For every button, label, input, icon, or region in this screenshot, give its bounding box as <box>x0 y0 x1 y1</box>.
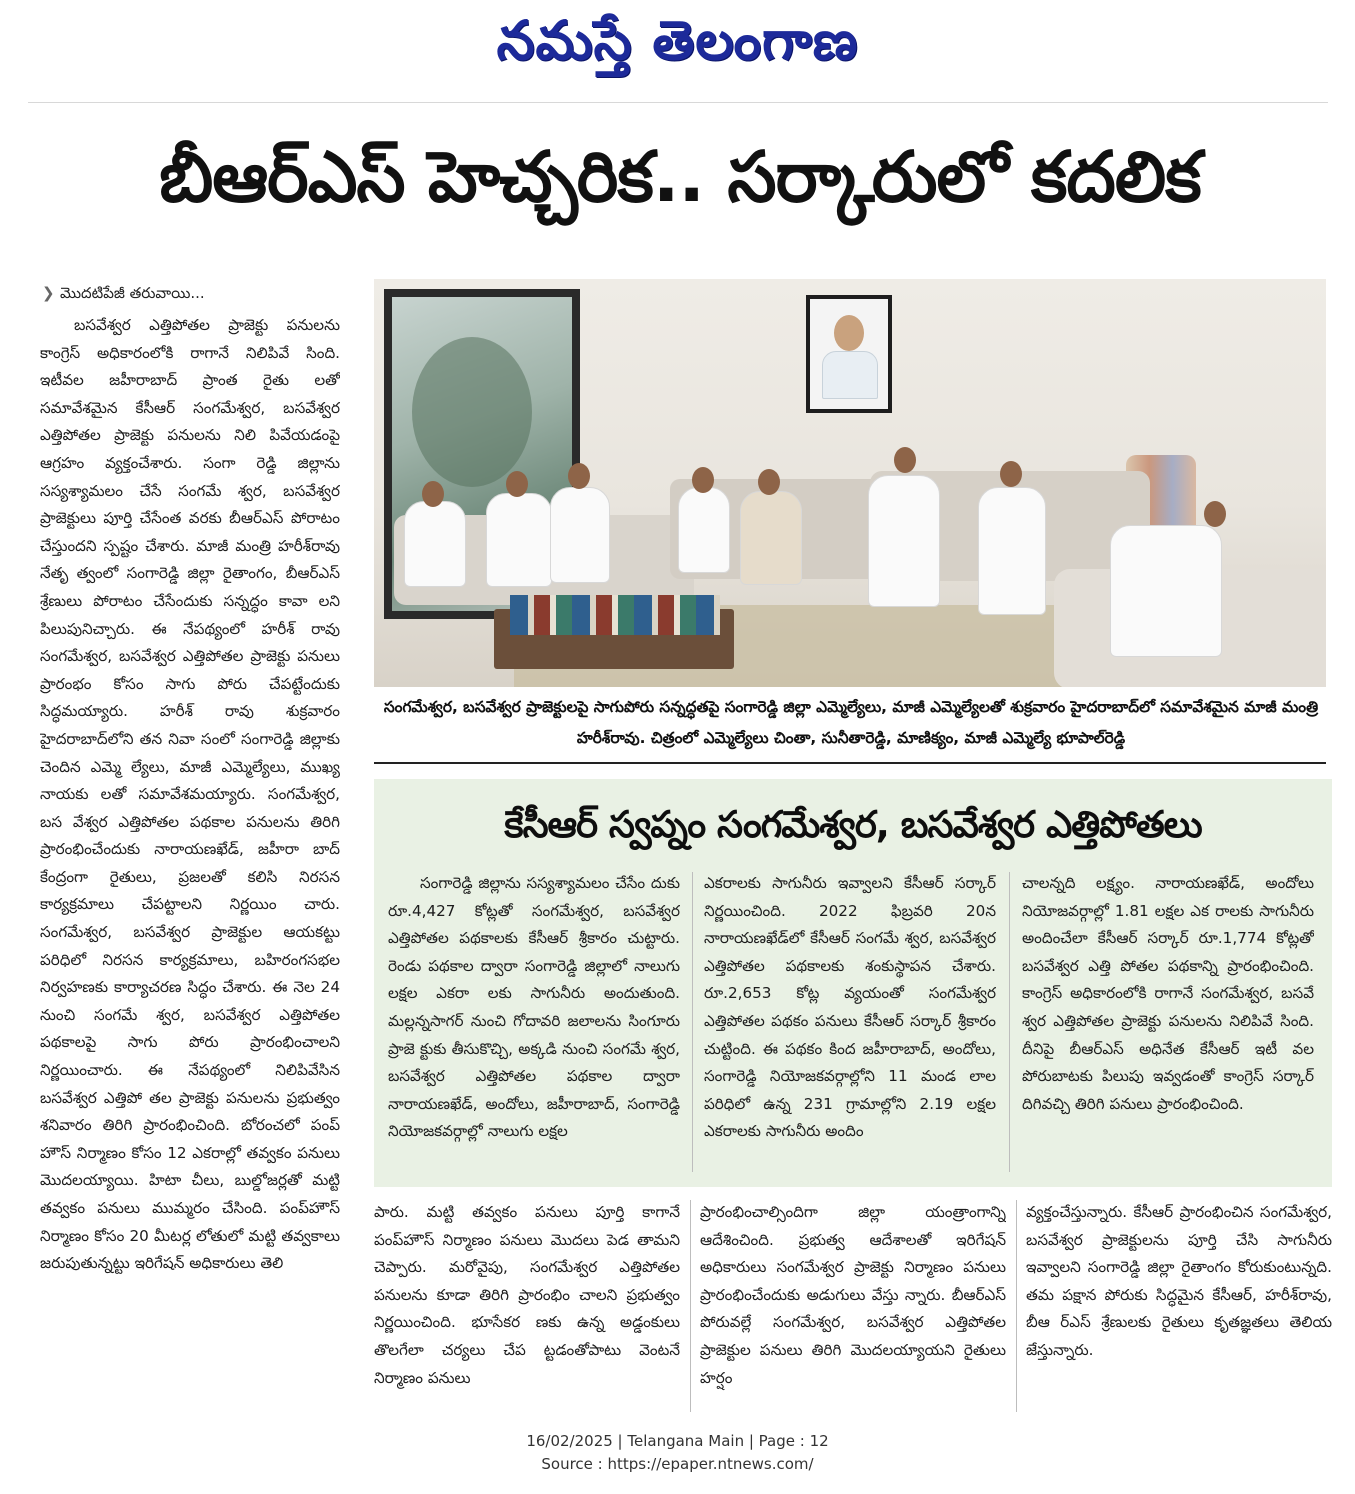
newspaper-logo: నమస్తే తెలంగాణ <box>496 8 859 72</box>
column-divider <box>690 1200 691 1412</box>
lower-column-2: ప్రారంభించాల్సిందిగా జిల్లా యంత్రాంగాన్ని ఆదేశించింది. ప్రభుత్వ ఆదేశాలతో ఇరిగేషన్ అధికారులు సంగమేశ్వర ప్రాజెక్టు నిర్మాణం పనులు ప్రారంభించేందుకు అడుగులు వేస్తు న్నారు. బీఆర్ఎస్ పోరువల్లే సంగమేశ్వర, బసవేశ్వర ఎత్తిపోతల ప్రాజెక్టుల పనులు తిరిగి మొదలయ్యాయని రైతులు హర్షం <box>700 1203 1006 1387</box>
person <box>740 491 802 585</box>
masthead-divider <box>28 102 1328 103</box>
box-column-3: చాలన్నది లక్ష్యం. నారాయణఖేడ్, అందోలు నియోజవర్గాల్లో 1.81 లక్షల ఎక రాలకు సాగునీరు అందించేలా కేసీఆర్ సర్కార్ రూ.1,774 కోట్లతో బసవేశ్వర ఎత్తి పోతల పథకాన్ని ప్రారంభించింది. కాంగ్రెస్ అధికారంలోకి రాగానే సంగమేశ్వర, బసవే శ్వర ఎత్తిపోతల ప్రాజెక్టు పనులను నిలిపివే సింది. దీనిపై బీఆర్ఎస్ అధినేత కేసీఆర్ ఇటీ వల పోరుబాటకు పిలుపు ఇవ్వడంతో కాంగ్రెస్ సర్కార్ దిగివచ్చి తిరిగి పనులు ప్రారంభించింది. <box>1022 874 1314 1113</box>
person <box>404 501 466 587</box>
lower-column-3: వ్యక్తంచేస్తున్నారు. కేసీఆర్ ప్రారంభించిన సంగమేశ్వర, బసవేశ్వర ప్రాజెక్టులను పూర్తి చేసి సాగునీరు ఇవ్వాలని సంగారెడ్డి జిల్లా రైతాంగం కోరుకుంటున్నది. తమ పక్షాన పోరుకు సిద్ధమైన కేసీఆర్, హరీశ్‌రావు, బీఆ ర్ఎస్ శ్రేణులకు రైతులు కృతజ్ఞతలు తెలియ జేస్తున్నారు. <box>1026 1203 1332 1359</box>
person <box>550 487 610 583</box>
chevron-right-icon: ❯ <box>42 284 55 302</box>
footer-source[interactable]: Source : https://epaper.ntnews.com/ <box>541 1455 814 1473</box>
framed-portrait <box>806 295 892 413</box>
person <box>1110 525 1222 657</box>
person <box>978 487 1046 615</box>
continued-label: మొదటిపేజీ తరువాయి... <box>60 284 205 302</box>
stacked-books <box>510 595 720 635</box>
person <box>678 487 730 573</box>
box-column-1: సంగారెడ్డి జిల్లాను సస్యశ్యామలం చేసేం దుకు రూ.4,427 కోట్లతో సంగమేశ్వర, బసవేశ్వర ఎత్తిపోతల పథకాలకు కేసీఆర్ శ్రీకారం చుట్టారు. రెండు పథకాల ద్వారా సంగారెడ్డి జిల్లాలో నాలుగు లక్షల ఎకరా లకు సాగునీరు అందుతుంది. మల్లన్నసాగర్ నుంచి గోదావరి జలాలను సింగూరు ప్రాజె క్టుకు తీసుకొచ్చి, అక్కడి నుంచి సంగమే శ్వర, బసవేశ్వర ఎత్తిపోతల పథకాల ద్వారా నారాయణఖేడ్, అందోలు, జహీరాబాద్, సంగారెడ్డి నియోజకవర్గాల్లో నాలుగు లక్షల <box>388 874 680 1141</box>
masthead <box>0 0 1355 100</box>
column-divider <box>692 872 693 1172</box>
meeting-photo <box>374 279 1326 687</box>
main-headline: బీఆర్ఎస్ హెచ్చరిక.. సర్కారులో కదలిక <box>159 136 1201 218</box>
box-headline: కేసీఆర్ స్వప్నం సంగమేశ్వర, బసవేశ్వర ఎత్తిపోతలు <box>504 803 1202 846</box>
lower-column-1: పారు. మట్టి తవ్వకం పనులు పూర్తి కాగానే పంప్‌హౌస్ నిర్మాణం పనులు మొదలు పెడ తామని చెప్పారు. మరోవైపు, సంగమేశ్వర ఎత్తిపోతల పనులను కూడా తిరిగి ప్రారంభిం చాలని ప్రభుత్వం నిర్ణయించింది. భూసేకర ణకు ఉన్న అడ్డంకులు తొలగేలా చర్యలు చేప ట్టడంతోపాటు వెంటనే నిర్మాణం పనులు <box>374 1203 680 1387</box>
person <box>486 493 552 587</box>
caption-divider <box>374 762 1326 764</box>
continued-from-front-page <box>42 284 362 308</box>
photo-caption: సంగమేశ్వర, బసవేశ్వర ప్రాజెక్టులపై సాగుపోరు సన్నద్ధతపై సంగారెడ్డి జిల్లా ఎమ్మెల్యేలు, మాజీ ఎమ్మెల్యేలతో శుక్రవారం హైదరాబాద్‌లో సమావేశమైన మాజీ మంత్రి హరీశ్‌రావు. చిత్రంలో ఎమ్మెల్యేలు చింతా, సునీతారెడ్డి, మాణిక్యం, మాజీ ఎమ్మెల్యే భూపాల్‌రెడ్డి <box>383 698 1319 747</box>
left-article-column: బసవేశ్వర ఎత్తిపోతల ప్రాజెక్టు పనులను కాంగ్రెస్ అధికారంలోకి రాగానే నిలిపివే సింది. ఇటీవల జహీరాబాద్ ప్రాంత రైతు లతో సమావేశమైన కేసీఆర్ సంగమేశ్వర, బసవేశ్వర ఎత్తిపోతల ప్రాజెక్టు పనులను నిలి పివేయడంపై ఆగ్రహం వ్యక్తంచేశారు. సంగా రెడ్డి జిల్లాను సస్యశ్యామలం చేసే సంగమే శ్వర, బసవేశ్వర ప్రాజెక్టులు పూర్తి చేసేంత వరకు బీఆర్ఎస్ పోరాటం చేస్తుందని స్పష్టం చేశారు. మాజీ మంత్రి హరీశ్‌రావు నేతృ త్వంలో సంగారెడ్డి జిల్లా రైతాంగం, బీఆర్ఎస్ శ్రేణులు పోరాటం చేసేందుకు సన్నద్ధం కావా లని పిలుపునిచ్చారు. ఈ నేపథ్యంలో హరీశ్ రావు సంగమేశ్వర, బసవేశ్వర ఎత్తిపోతల ప్రాజెక్టు పనులు ప్రారంభం కోసం సాగు పోరు చేపట్టేందుకు సిద్ధమయ్యారు. హరీశ్ రావు శుక్రవారం హైదరాబాద్‌లోని తన నివా సంలో సంగారెడ్డి జిల్లాకు చెందిన ఎమ్మె ల్యేలు, మాజీ ఎమ్మెల్యేలు, ముఖ్య నాయకు లతో సమావేశమయ్యారు. సంగమేశ్వర, బస వేశ్వర ఎత్తిపోతల పథకాల పనులను తిరిగి ప్రారంభించేందుకు నారాయణఖేడ్, జహీరా బాద్ కేంద్రంగా రైతులు, ప్రజలతో కలిసి నిరసన కార్యక్రమాలు చేపట్టాలని నిర్ణయిం చారు. సంగమేశ్వర, బసవేశ్వర ప్రాజెక్టుల ఆయకట్టు పరిధిలో నిరసన కార్యక్రమాలు, బహిరంగసభల నిర్వహణకు కార్యాచరణ సిద్ధం చేశారు. ఈ నెల 24 నుంచి సంగమే శ్వర, బసవేశ్వర ఎత్తిపోతల పథకాలపై సాగు పోరు ప్రారంభించాలని నిర్ణయించారు. ఈ నేపథ్యంలో నిలిపివేసిన బసవేశ్వర ఎత్తిపో తల ప్రాజెక్టు పనులను ప్రభుత్వం శనివారం తిరిగి ప్రారంభించింది. బోరంచలో పంప్ హౌస్ నిర్మాణం కోసం 12 ఎకరాల్లో తవ్వకం పనులు మొదలయ్యాయి. హిటా చీలు, బుల్డోజర్లతో మట్టి తవ్వకం పనులు ముమ్మరం చేసింది. పంప్‌హౌస్ నిర్మాణం కోసం 20 మీటర్ల లోతులో మట్టి తవ్వకాలు జరుపుతున్నట్టు ఇరిగేషన్ అధికారులు తెలి <box>40 316 340 1273</box>
column-divider <box>1016 1200 1017 1412</box>
page-footer <box>0 1430 1355 1480</box>
column-divider <box>1009 872 1010 1172</box>
box-column-2: ఎకరాలకు సాగునీరు ఇవ్వాలని కేసీఆర్ సర్కార్ నిర్ణయించింది. 2022 ఫిబ్రవరి 20న నారాయణఖేడ్‌లో కేసీఆర్ సంగమే శ్వర, బసవేశ్వర ఎత్తిపోతల పథకాలకు శంకుస్థాపన చేశారు. రూ.2,653 కోట్ల వ్యయంతో సంగమేశ్వర ఎత్తిపోతల పథకం పనులు కేసీఆర్ సర్కార్ శ్రీకారం చుట్టింది. ఈ పథకం కింద జహీరాబాద్, అందోలు, సంగారెడ్డి నియోజకవర్గాల్లోని 11 మండ లాల పరిధిలో ఉన్న 231 గ్రామాల్లోని 2.19 లక్షల ఎకరాలకు సాగునీరు అందిం <box>704 874 996 1141</box>
footer-date-page: 16/02/2025 | Telangana Main | Page : 12 <box>526 1432 829 1450</box>
person <box>868 475 940 607</box>
